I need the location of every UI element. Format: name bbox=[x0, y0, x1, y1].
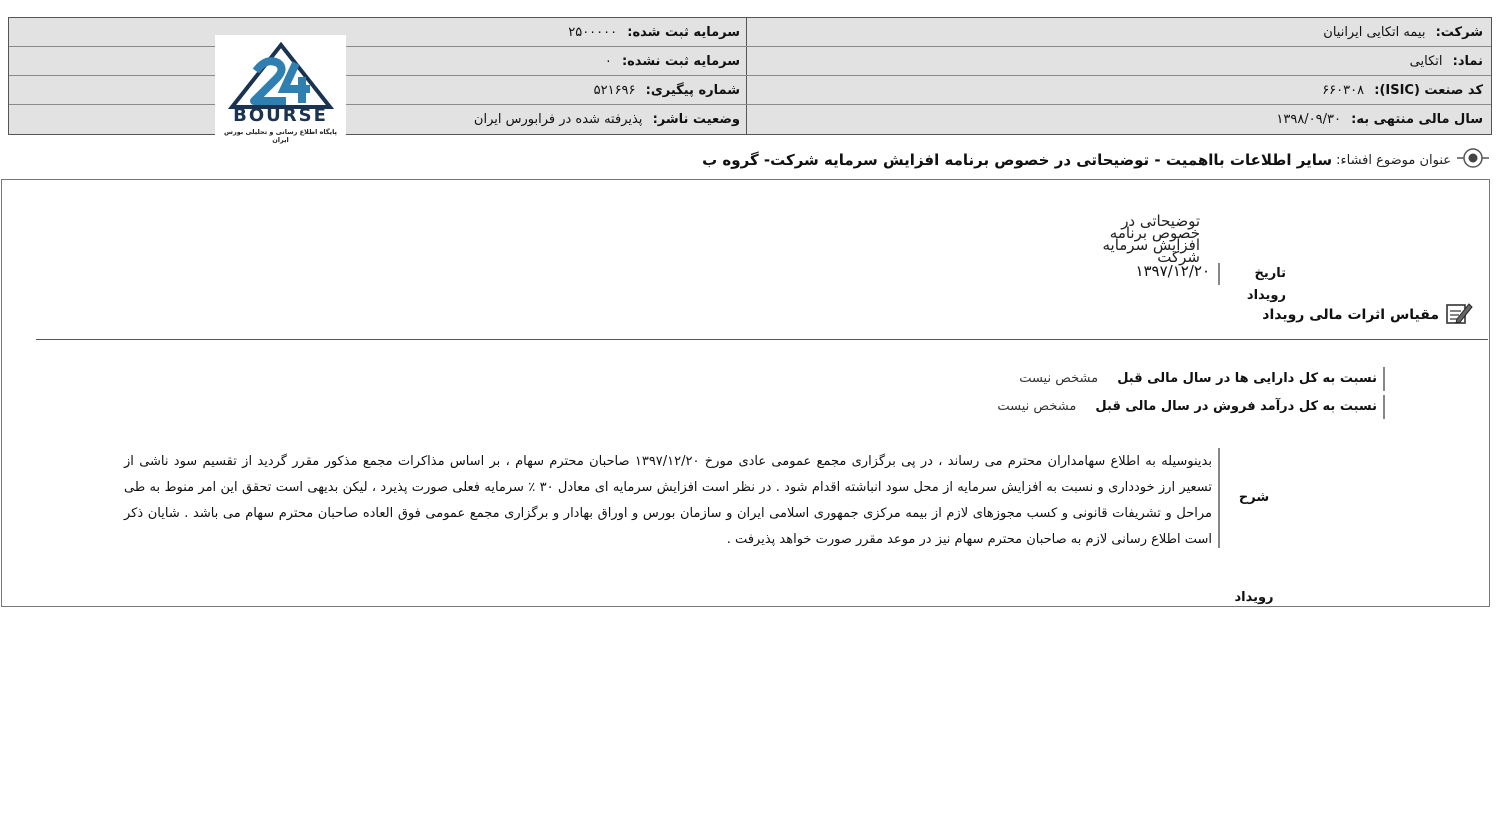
registered-capital-label: سرمایه ثبت شده: bbox=[627, 25, 740, 40]
edit-note-icon bbox=[1445, 301, 1473, 329]
symbol-row bbox=[747, 47, 1491, 76]
fiscal-year-row bbox=[747, 105, 1491, 136]
tracking-number-value: ۵۲۱۶۹۶ bbox=[593, 83, 636, 98]
event-description-label: شرح رویداد bbox=[1218, 448, 1288, 548]
subject-label: عنوان موضوع افشاء: bbox=[1336, 152, 1451, 168]
publisher-status-label: وضعیت ناشر: bbox=[652, 112, 740, 127]
isic-row bbox=[747, 76, 1491, 105]
unregistered-capital-row bbox=[9, 47, 748, 76]
subject-value: سایر اطلاعات بااهمیت - توضیحاتی در خصوص برنامه افزایش سرمایه شرکت- گروه ب bbox=[702, 151, 1333, 169]
ratio-revenue-value: مشخص نیست bbox=[997, 399, 1077, 414]
financial-effects-heading-text: مقیاس اثرات مالی رویداد bbox=[1262, 307, 1439, 323]
logo-mark-icon bbox=[226, 41, 336, 109]
symbol-label: نماد: bbox=[1452, 54, 1483, 69]
unregistered-capital-label: سرمایه ثبت نشده: bbox=[621, 54, 740, 69]
info-column-left bbox=[9, 18, 748, 134]
company-label: شرکت: bbox=[1435, 25, 1483, 40]
publisher-status-row bbox=[9, 105, 748, 136]
event-description-text: بدینوسیله به اطلاع سهامداران محترم می رساند ، در پی برگزاری مجمع عمومی عادی مورخ ۱۳۹۷/۱۲/۲۰ صاحبان محترم سهام ، بر اساس مذاکرات مجمع مذکور مقرر گردید از تقسیم سود ناشی از تسعیر ارز خودداری و نسبت به افزایش سرمایه از محل سود انباشته اقدام شود . در نظر است افزایش سرمایه ای معادل ۳۰ ٪ سرمایه فعلی صورت پذیرد ، لیکن بدیهی است تحقق این امر منوط به طی مراحل و تشریفات قانونی و کسب مجوزهای لازم از بیمه مرکزی جمهوری اسلامی ایران و سازمان بورس و اوراق بهادار و برگزاری مجمع عمومی فوق العاده صاحبان محترم سهام می باشد . شایان ذکر است اطلاع رسانی لازم به صاحبان محترم سهام نیز در موعد مقرر صورت خواهد پذیرفت . bbox=[124, 454, 1212, 547]
logo-tagline: پایگاه اطلاع رسانی و تحلیلی بورس ایران bbox=[224, 128, 337, 144]
tracking-number-row bbox=[9, 76, 748, 105]
financial-effects-heading bbox=[1262, 301, 1473, 329]
info-column-right bbox=[746, 18, 1491, 134]
fiscal-year-value: ۱۳۹۸/۰۹/۳۰ bbox=[1276, 112, 1341, 127]
ratio-row-assets bbox=[1019, 367, 1385, 391]
isic-label: کد صنعت (ISIC): bbox=[1374, 83, 1483, 98]
symbol-value: اتکایی bbox=[1409, 54, 1443, 69]
ratio-revenue-label: نسبت به کل درآمد فروش در سال مالی قبل bbox=[1087, 395, 1385, 419]
fiscal-year-label: سال مالی منتهی به: bbox=[1351, 112, 1483, 127]
registered-capital-row bbox=[9, 18, 748, 47]
bourse24-logo[interactable] bbox=[215, 35, 346, 159]
target-icon bbox=[1457, 145, 1489, 175]
company-row bbox=[747, 18, 1491, 47]
ratio-assets-label: نسبت به کل دارایی ها در سال مالی قبل bbox=[1109, 367, 1385, 391]
ratio-assets-value: مشخص نیست bbox=[1019, 371, 1099, 386]
section-divider bbox=[36, 339, 1488, 340]
logo-brand-text: BOURSE bbox=[233, 105, 328, 126]
event-date-value: ۱۳۹۷/۱۲/۲۰ bbox=[1135, 262, 1210, 280]
tracking-number-label: شماره پیگیری: bbox=[645, 83, 740, 98]
ratio-row-revenue bbox=[997, 395, 1385, 419]
company-value: بیمه اتکایی ایرانیان bbox=[1323, 25, 1426, 40]
event-title: توضیحاتی در خصوص برنامه افزایش سرمایه شرکت bbox=[1102, 212, 1200, 266]
registered-capital-value: ۲۵۰۰۰۰۰ bbox=[568, 25, 618, 40]
unregistered-capital-value: ۰ bbox=[604, 54, 612, 69]
disclosure-subject bbox=[702, 146, 1489, 174]
publisher-status-value: پذیرفته شده در فرابورس ایران bbox=[473, 112, 643, 127]
event-date-label: تاریخ رویداد bbox=[1218, 263, 1288, 285]
isic-value: ۶۶۰۳۰۸ bbox=[1322, 83, 1365, 98]
